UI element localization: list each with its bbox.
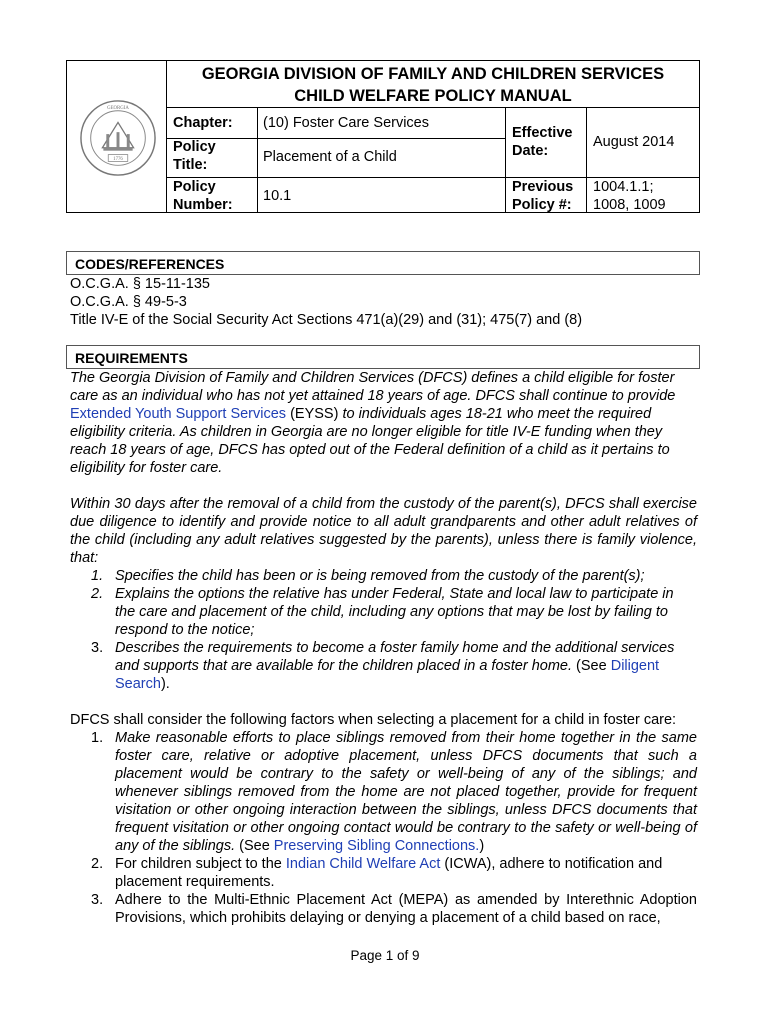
list-item: 2. Explains the options the relative has under Federal, State and local law to participate in the care and placement of the child, including any options that may be lost by failing to respond to the notice; [91, 586, 674, 638]
title-line-2: CHILD WELFARE POLICY MANUAL [294, 87, 572, 105]
policy-info-grid [167, 107, 699, 212]
svg-text:GEORGIA: GEORGIA [107, 105, 129, 111]
requirements-paragraph-3: DFCS shall consider the following factors when selecting a placement for a child in foster care: [70, 712, 677, 728]
requirements-paragraph-1: The Georgia Division of Family and Children Services (DFCS) defines a child eligible for foster care as an individual who has not yet attained 18 years of age. DFCS shall continue to provide Extended Youth Support Services (EYSS) to individuals ages 18-21 who meet the required eligibility criteria. As children in Georgia are no longer eligible for title IV-E funding when they reach 18 years of age, DFCS has opted out of the Federal definition of a child as it pertains to eligibility for foster care. [70, 370, 676, 476]
diligent-search-link[interactable]: Diligent Search [115, 658, 660, 692]
page-number: Page 1 of 9 [350, 948, 420, 963]
svg-text:1776: 1776 [113, 156, 123, 162]
manual-title [167, 63, 699, 107]
chapter-label: Chapter: [173, 115, 233, 131]
requirements-heading: REQUIREMENTS [66, 345, 700, 369]
indian-child-welfare-act-link[interactable]: Indian Child Welfare Act [285, 856, 441, 872]
preserving-sibling-connections-link[interactable]: Preserving Sibling Connections. [273, 838, 480, 854]
policy-number-value: 10.1 [263, 188, 292, 204]
title-line-1: GEORGIA DIVISION OF FAMILY AND CHILDREN SERVICES [201, 65, 665, 83]
effective-date-label: Effective Date: [512, 125, 573, 159]
list-item: 1. Specifies the child has been or is being removed from the custody of the parent(s); [91, 568, 645, 584]
seal-cell [67, 61, 167, 212]
code-line: O.C.G.A. § 15-11-135 [70, 276, 210, 292]
codes-references-heading: CODES/REFERENCES [66, 251, 700, 275]
policy-title-value: Placement of a Child [263, 149, 397, 165]
placement-factors-list [70, 729, 697, 927]
georgia-seal-icon [79, 99, 157, 177]
list-item: 1. Make reasonable efforts to place siblings removed from their home together in the same foster care, relative or adoptive placement, unless DFCS documents that such a placement would be contrary to the safety or well-being of any of the siblings; and whenever siblings removed from the home are not placed together, provide for frequent visitation or other ongoing interaction between the siblings, unless DFCS documents that frequent visitation or other ongoing contact would be contrary to the safety or well-being of any of the siblings. (See Preserving Sibling Connections.) [91, 730, 697, 854]
codes-list [70, 275, 697, 329]
code-line: O.C.G.A. § 49-5-3 [70, 294, 187, 310]
extended-youth-support-link[interactable]: Extended Youth Support Services [70, 406, 287, 422]
notice-requirements-list [70, 567, 697, 693]
policy-number-label: Policy Number: [173, 179, 233, 213]
policy-title-label: Policy Title: [173, 139, 216, 173]
list-item: 2. For children subject to the Indian Child Welfare Act (ICWA), adhere to notification and placement requirements. [91, 856, 663, 890]
requirements-paragraph-2: Within 30 days after the removal of a child from the custody of the parent(s), DFCS shall exercise due diligence to identify and provide notice to all adult grandparents and other adult relatives of the child (including any adult relatives suggested by the parents), unless there is family violence, that: [70, 496, 697, 566]
effective-date-value: August 2014 [593, 134, 675, 150]
list-item: 3. Adhere to the Multi-Ethnic Placement Act (MEPA) as amended by Interethnic Adoption Provisions, which prohibits delaying or denying a placement of a child based on race, [91, 892, 697, 926]
code-line: Title IV-E of the Social Security Act Sections 471(a)(29) and (31); 475(7) and (8) [70, 312, 583, 328]
previous-policy-value: 1004.1.1; 1008, 1009 [593, 179, 666, 213]
list-item: 3. Describes the requirements to become a foster family home and the additional services and supports that are available for the children placed in a foster home. (See Diligent Search). [91, 640, 675, 692]
chapter-value: (10) Foster Care Services [263, 115, 429, 131]
policy-header-table [66, 60, 700, 213]
previous-policy-label: Previous Policy #: [512, 179, 574, 213]
